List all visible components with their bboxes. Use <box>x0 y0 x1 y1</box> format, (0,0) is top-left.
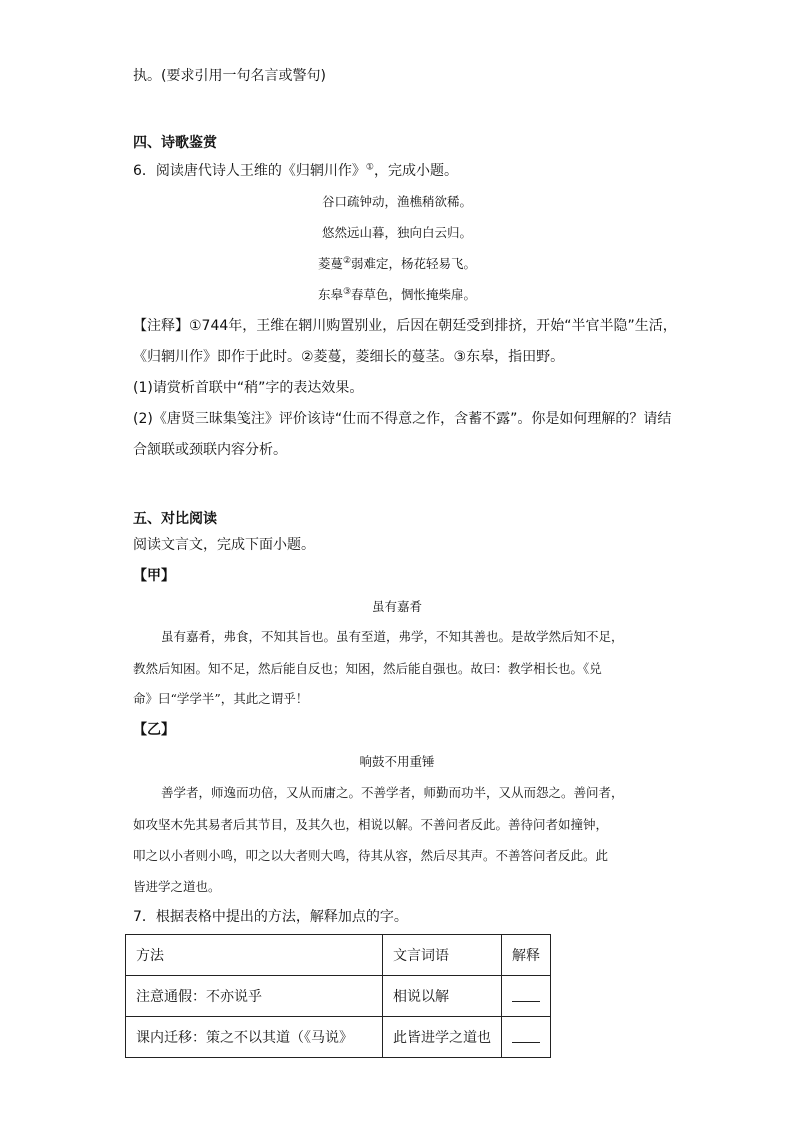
table-row <box>126 1017 551 1058</box>
answer-cell[interactable] <box>502 976 551 1017</box>
subquestion-2-line-1: (2)《唐贤三昧集笺注》评价该诗“仕而不得意之作，含蓄不露”。你是如何理解的？请结 <box>133 411 672 427</box>
table-header-cell: 方法 <box>126 935 383 976</box>
section5-heading: 五、对比阅读 <box>133 511 217 527</box>
yi-title: 响鼓不用重锤 <box>359 754 435 769</box>
section4-heading: 四、诗歌鉴赏 <box>133 135 217 151</box>
table-header-row <box>126 935 551 976</box>
poem-line-1: 谷口疏钟动，渔樵稍欲稀。 <box>321 194 472 209</box>
question-6-footnote-mark: ① <box>365 162 374 173</box>
jia-line-3: 命》曰“学学半”，其此之谓乎！ <box>133 691 309 706</box>
yi-line-2: 如攻坚木先其易者后其节目，及其久也，相说以解。不善问者反此。善待问者如撞钟， <box>133 817 609 832</box>
yi-line-4: 皆进学之道也。 <box>133 879 221 894</box>
method-cell: 注意通假：不亦说乎 <box>126 976 383 1017</box>
yi-label: 【乙】 <box>133 722 175 738</box>
poem-line-4-footnote-mark: ③ <box>342 286 352 297</box>
jia-label: 【甲】 <box>133 568 175 584</box>
word-cell: 此皆进学之道也 <box>383 1017 502 1058</box>
question-6 <box>133 161 458 181</box>
poem-line-3 <box>0 254 794 274</box>
method-cell: 课内迁移：策之不以其道（《马说》 <box>126 1017 383 1058</box>
word-cell: 相说以解 <box>383 976 502 1017</box>
poem-line-4 <box>0 285 794 305</box>
jia-title: 虽有嘉肴 <box>371 599 422 614</box>
answer-blank[interactable] <box>512 1028 540 1043</box>
note-line-2: 《归辋川作》即作于此时。②菱蔓，菱细长的蔓茎。③东皋，指田野。 <box>133 349 565 365</box>
answer-cell[interactable] <box>502 1017 551 1058</box>
note-line-1: 【注释】①744年，王维在辋川购置别业，后因在朝廷受到排挤，开始“半官半隐”生活， <box>133 318 677 334</box>
subquestion-1: (1)请赏析首联中“稍”字的表达效果。 <box>133 380 364 396</box>
table-header-cell: 解释 <box>502 935 551 976</box>
poem-line-3-b: 弱难定，杨花轻易飞。 <box>351 256 477 271</box>
poem-line-4-b: 春草色，惆怅掩柴扉。 <box>351 287 477 302</box>
question-6-tail: ，完成小题。 <box>373 163 458 179</box>
poem-line-4-a: 东皋 <box>317 287 343 302</box>
yi-line-3: 叩之以小者则小鸣，叩之以大者则大鸣，待其从容，然后尽其声。不善答问者反此。此 <box>133 848 609 863</box>
table-row <box>126 976 551 1017</box>
subquestion-2-line-2: 合颔联或颈联内容分析。 <box>133 442 287 458</box>
continuation-text: 执。(要求引用一句名言或警句) <box>133 68 326 84</box>
poem-line-3-footnote-mark: ② <box>342 255 352 266</box>
question-7: 7．根据表格中提出的方法，解释加点的字。 <box>133 909 408 925</box>
yi-line-1: 善学者，师逸而功倍，又从而庸之。不善学者，师勤而功半，又从而怨之。善问者， <box>161 785 624 800</box>
question-6-text: 6．阅读唐代诗人王维的《归辋川作》 <box>133 163 366 179</box>
table-header-cell: 文言词语 <box>383 935 502 976</box>
poem-line-2: 悠然远山暮，独向白云归。 <box>321 225 472 240</box>
poem-line-3-a: 菱蔓 <box>317 256 343 271</box>
jia-line-1: 虽有嘉肴，弗食，不知其旨也。虽有至道，弗学，不知其善也。是故学然后知不足， <box>161 629 624 644</box>
jia-line-2: 教然后知困。知不足，然后能自反也；知困，然后能自强也。故曰：教学相长也。《兑 <box>133 661 602 676</box>
answer-blank[interactable] <box>512 987 540 1002</box>
method-table <box>125 934 551 1058</box>
section5-intro: 阅读文言文，完成下面小题。 <box>133 537 315 553</box>
